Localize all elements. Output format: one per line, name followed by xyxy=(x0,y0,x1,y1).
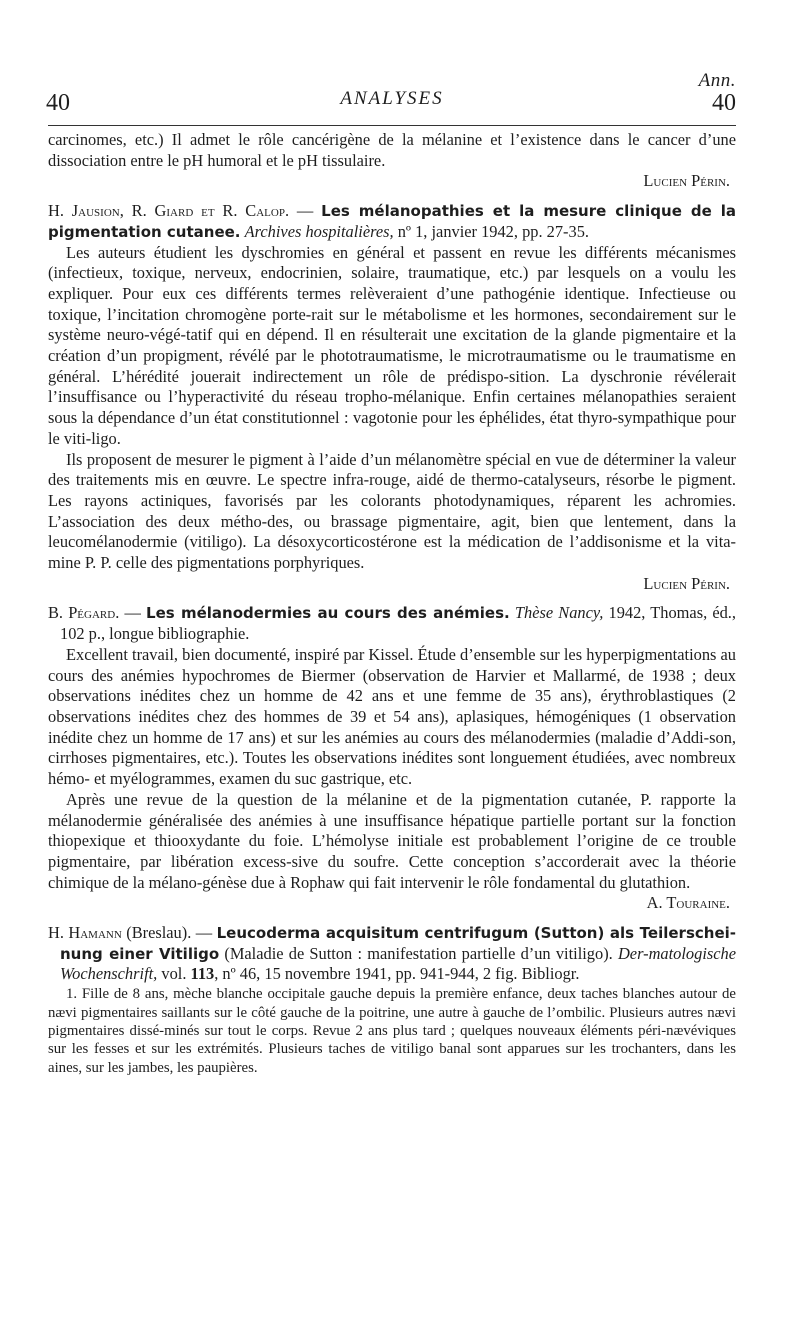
signature: A. Touraine. xyxy=(646,893,730,913)
authors: B. Pégard. xyxy=(48,603,120,623)
article-jausion xyxy=(48,201,736,594)
volume: 113 xyxy=(190,964,215,984)
journal: Thèse Nancy, xyxy=(514,603,604,623)
place: (Breslau). xyxy=(121,923,192,943)
page-body xyxy=(48,130,736,1077)
header-rule xyxy=(48,125,736,126)
handwritten-annotation: Ann. xyxy=(698,70,736,91)
article-hamann xyxy=(48,923,736,1077)
page-number-right: 40 xyxy=(712,90,736,116)
article-pegard xyxy=(48,603,736,914)
citation: nº 1, janvier 1942, pp. 27-35. xyxy=(393,221,589,241)
signature: Lucien Périn. xyxy=(643,573,730,593)
article-title: Leucoderma acquisitum centrifugum (Sutton) als Teilerschei-nung einer Vitiligo xyxy=(60,924,736,963)
volume-prefix: vol. xyxy=(157,964,191,984)
article-title: Les mélanopathies et la mesure clinique de la pigmentation cutanee. xyxy=(48,202,736,241)
paragraph: carcinomes, etc.) Il admet le rôle cancérigène de la mélanine et l’existence dans le cancer d’une dissociation entre le pH humoral et le pH tissulaire. xyxy=(48,130,736,170)
article-heading xyxy=(48,201,736,242)
paragraph: Excellent travail, bien documenté, inspiré par Kissel. Étude d’ensemble sur les hyperpigmentations au cours des anémies hypochromes de Biermer (observation de Harvier et Mallarmé, de 1938 ; deux observations inédites chez un homme de 42 ans et une femme de 35 ans), érythroblastiques (2 observations inédites chez des hommes de 39 et 54 ans), aplasiques, hémogéniques (1 observation inédite chez un homme de 17 ans) et sur les anémies au cours des mélanodermies (maladie d’Addi-son, cirrhoses pigmentaires, etc.). Toutes les observations inédites sont longuement étudiées, avec nombreux hémo- et myélogrammes, examen du suc gastrique, etc. xyxy=(48,644,736,789)
paragraph: 1. Fille de 8 ans, mèche blanche occipitale gauche depuis la première enfance, deux taches blanches autour de nævi pigmentaires saillants sur le côté gauche de la poitrine, une autre à gauche de l’ombilic. Plusieurs autres nævi pigmentaires dissé-minés sur tout le corps. Revue 2 ans plus tard ; quelques nouveaux éléments péri-nævéviques sur les fesses et sur les extrémités. Plusieurs taches de vitiligo banal sont apparues sur les trochanters, dans les aines, sur les jambes, les paupières. xyxy=(48,986,736,1076)
journal: Der-matologische Wochenschrift, xyxy=(60,943,736,984)
dash: — xyxy=(289,201,322,221)
article-continued xyxy=(48,130,736,192)
page-number-left: 40 xyxy=(46,90,70,116)
journal: Archives hospitalières, xyxy=(244,221,394,241)
authors: H. Jausion, R. Giard et R. Calop. xyxy=(48,201,290,221)
article-heading xyxy=(48,603,736,644)
article-heading xyxy=(48,923,736,985)
paragraph: Ils proposent de mesurer le pigment à l’aide d’un mélanomètre spécial en vue de déterminer la valeur des traitements mis en œuvre. Le spectre infra-rouge, aidé de thermo-catalyseurs, résorbe le pigment. Les rayons actiniques, favorisés par les colorants photodynamiques, réparent les achromies. L’association des deux métho-des, ou brassage pigmentaire, agit, bien que lentement, dans la leucomélanodermie (vitiligo). La désoxycorticostérone est la médication de l’addisonisme et la vita-mine P. P. celle des pigmentations porphyriques. xyxy=(48,449,736,573)
subtitle: (Maladie de Sutton : manifestation partielle d’un vitiligo). xyxy=(219,943,613,963)
paragraph: Après une revue de la question de la mélanine et de la pigmentation cutanée, P. rapporte la mélanodermie généralisée des anémies à une insuffisance hépatique partielle portant sur la fonction thiopexique et thiooxydante du foie. L’hémolyse initiale est probablement l’origine de ce trouble pigmentaire, par libération excess-sive du soufre. Cette conception s’accorderait avec la théorie chimique de la mélano-génèse due à Rophaw qui fait intervenir le rôle fondamental du glutathion. xyxy=(48,789,736,892)
running-header xyxy=(48,68,736,118)
dash: — xyxy=(119,603,147,623)
authors: H. Hamann xyxy=(48,923,122,943)
paragraph: Les auteurs étudient les dyschromies en général et passent en revue les différents mécanismes (infectieux, toxique, nerveux, endocrinien, solaire, traumatique, etc.) par lesquels on a voulu les expliquer. Pour eux ces différents termes relèveraient d’une pathogénie identique. Infectieuse ou toxique, l’incitation chromogène porte-rait sur le métabolisme et les hormones, secondairement sur le système neuro-végé-tatif qui en dépend. Il en résulterait une excitation de la glande pigmentaire et la création d’un propigment, révélé par le phototraumatisme, le microtraumatisme ou le traumatisme en général. L’hérédité jouerait indirectement un rôle de prédispo-sition. La dyschronie révélerait l’insuffisance ou l’hyperactivité du réseau tropho-mélanique. Enfin certaines mélanopathies seraient sous la dépendance d’un état constitutionnel : vagotonie pour les éphélides, état thyro-sympathique pour le viti-ligo. xyxy=(48,242,736,448)
running-title: ANALYSES xyxy=(340,88,444,109)
citation: 1942, Thomas, éd., 102 p., longue bibliographie. xyxy=(60,603,736,644)
signature: Lucien Périn. xyxy=(643,171,730,191)
citation: , nº 46, 15 novembre 1941, pp. 941-944, 2 fig. Bibliogr. xyxy=(214,964,580,984)
dash: — xyxy=(191,923,217,943)
article-title: Les mélanodermies au cours des anémies. xyxy=(146,604,510,623)
